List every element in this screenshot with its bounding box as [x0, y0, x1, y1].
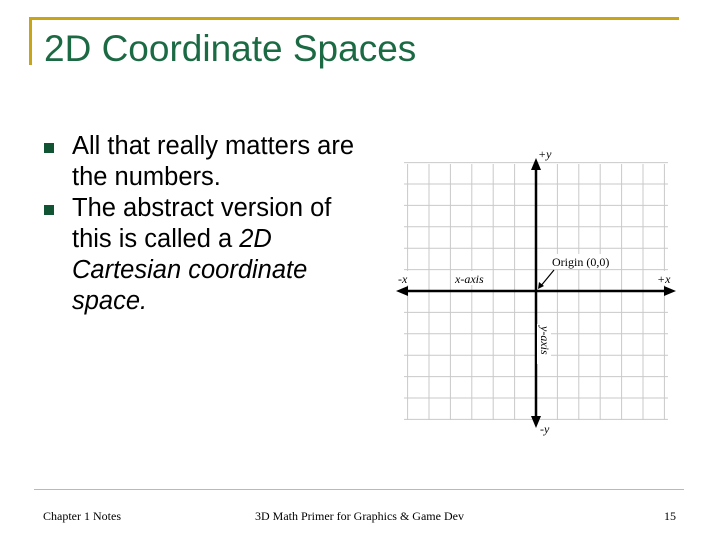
pos-y-label: +y — [538, 148, 552, 161]
origin-label: Origin (0,0) — [552, 255, 610, 269]
x-axis-label: x-axis — [455, 272, 484, 286]
footer-divider — [34, 489, 684, 490]
pos-x-arrow-icon — [664, 286, 676, 296]
title-frame-top-line — [29, 17, 679, 20]
bullet-text-1: All that really matters are the numbers. — [72, 132, 355, 191]
bullet-item-2 — [44, 193, 364, 317]
coordinate-plane-figure — [392, 148, 682, 438]
y-axis-label: y-axis — [538, 326, 552, 355]
neg-x-label: -x — [398, 272, 408, 286]
slide-title: 2D Coordinate Spaces — [44, 28, 417, 69]
neg-y-label: -y — [540, 422, 550, 436]
square-bullet-icon — [44, 205, 54, 215]
bullet-text-2: The abstract version of this is called a — [72, 194, 332, 253]
pos-x-label: +x — [657, 272, 671, 286]
bullet-item-1 — [44, 131, 364, 193]
square-bullet-icon — [44, 143, 54, 153]
title-frame-left-line — [29, 17, 32, 65]
footer-chapter-label: Chapter 1 Notes — [43, 509, 121, 523]
neg-x-arrow-icon — [396, 286, 408, 296]
page-number: 15 — [664, 509, 676, 523]
bullet-text-2-italic: 2D Cartesian coordinate space. — [72, 225, 308, 315]
origin-pointer-line — [540, 270, 554, 287]
bullet-list — [44, 131, 364, 317]
footer-book-title: 3D Math Primer for Graphics & Game Dev — [255, 509, 464, 523]
